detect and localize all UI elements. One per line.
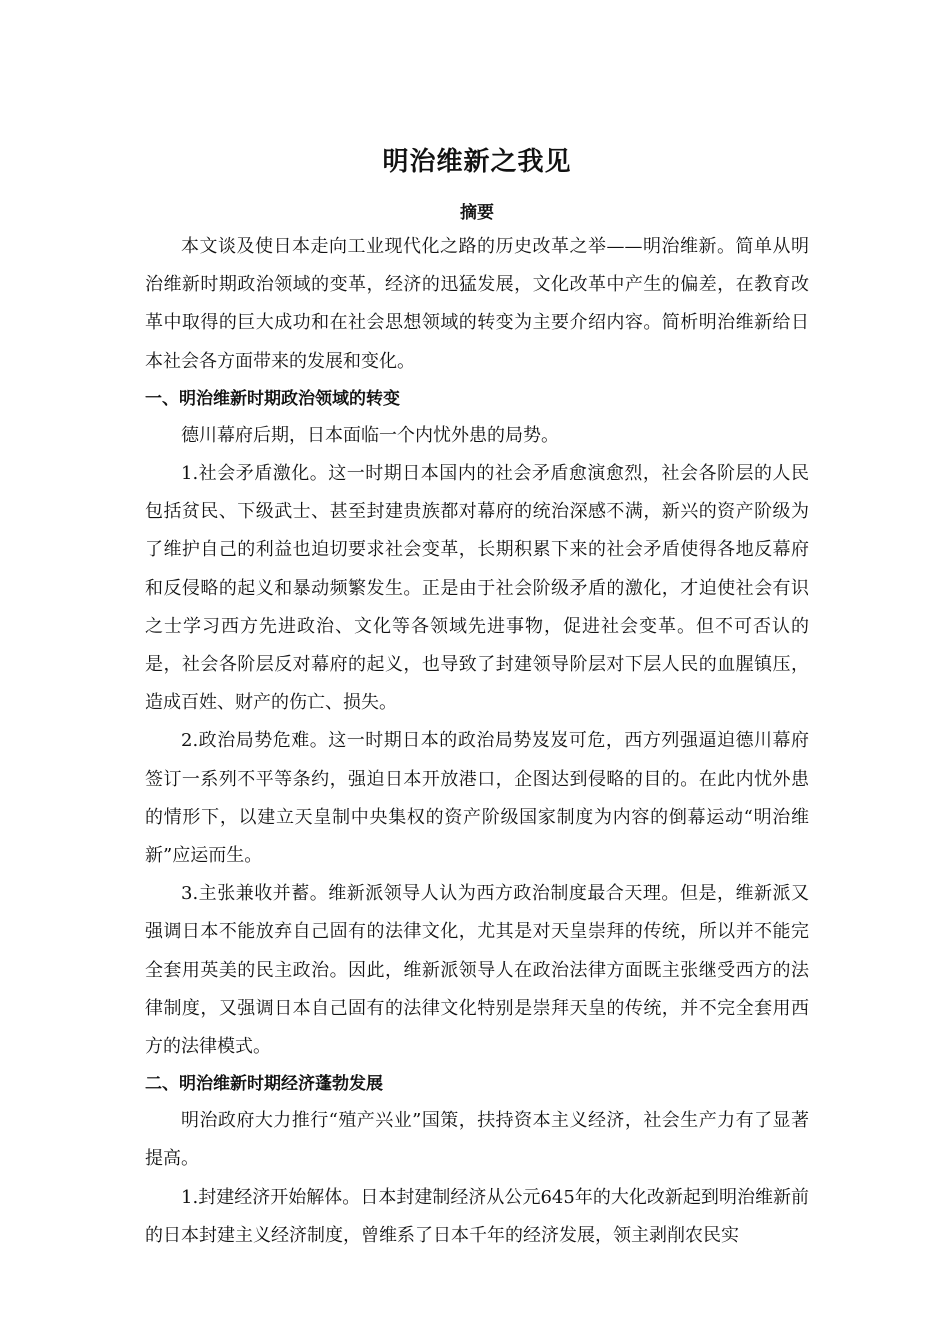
paragraph: 明治政府大力推行“殖产兴业”国策，扶持资本主义经济，社会生产力有了显著提高。	[145, 1110, 809, 1170]
section-heading: 二、明治维新时期经济蓬勃发展	[145, 1074, 383, 1095]
document-body	[145, 144, 809, 1255]
document-title: 明治维新之我见	[382, 147, 572, 177]
paragraph: 1.社会矛盾激化。这一时期日本国内的社会矛盾愈演愈烈，社会各阶层的人民包括贫民、下级武士、甚至封建贵族都对幕府的统治深感不满，新兴的资产阶级为了维护自己的利益也迫切要求社会变革，长期积累下来的社会矛盾使得各地反幕府和反侵略的起义和暴动频繁发生。正是由于社会阶级矛盾的激化，才迫使社会有识之士学习西方先进政治、文化等各领域先进事物，促进社会变革。但不可否认的是，社会各阶层反对幕府的起义，也导致了封建领导阶层对下层人民的血腥镇压，造成百姓、财产的伤亡、损失。	[145, 463, 809, 714]
section-economy	[145, 1069, 809, 1255]
section-heading: 一、明治维新时期政治领域的转变	[145, 388, 400, 409]
paragraph: 德川幕府后期，日本面临一个内忧外患的局势。	[181, 424, 559, 446]
paragraph: 1.封建经济开始解体。日本封建制经济从公元645年的大化改新起到明治维新前的日本封建主义经济制度，曾维系了日本千年的经济发展，领主剥削农民实	[145, 1186, 809, 1246]
paragraph: 3.主张兼收并蓄。维新派领导人认为西方政治制度最合天理。但是，维新派又强调日本不能放弃自己固有的法律文化，尤其是对天皇崇拜的传统，所以并不能完全套用英美的民主政治。因此，维新派领导人在政治法律方面既主张继受西方的法律制度，又强调日本自己固有的法律文化特别是崇拜天皇的传统，并不完全套用西方的法律模式。	[145, 883, 809, 1058]
abstract-heading: 摘要	[460, 203, 494, 223]
section-politics	[145, 384, 809, 1066]
paragraph: 2.政治局势危难。这一时期日本的政治局势岌岌可危，西方列强逼迫德川幕府签订一系列不平等条约，强迫日本开放港口，企图达到侵略的目的。在此内忧外患的情形下，以建立天皇制中央集权的资产阶级国家制度为内容的倒幕运动“明治维新”应运而生。	[145, 730, 809, 867]
abstract-text: 本文谈及使日本走向工业现代化之路的历史改革之举——明治维新。简单从明治维新时期政治领域的变革，经济的迅猛发展，文化改革中产生的偏差，在教育改革中取得的巨大成功和在社会思想领域的转变为主要介绍内容。简析明治维新给日本社会各方面带来的发展和变化。	[145, 236, 809, 372]
